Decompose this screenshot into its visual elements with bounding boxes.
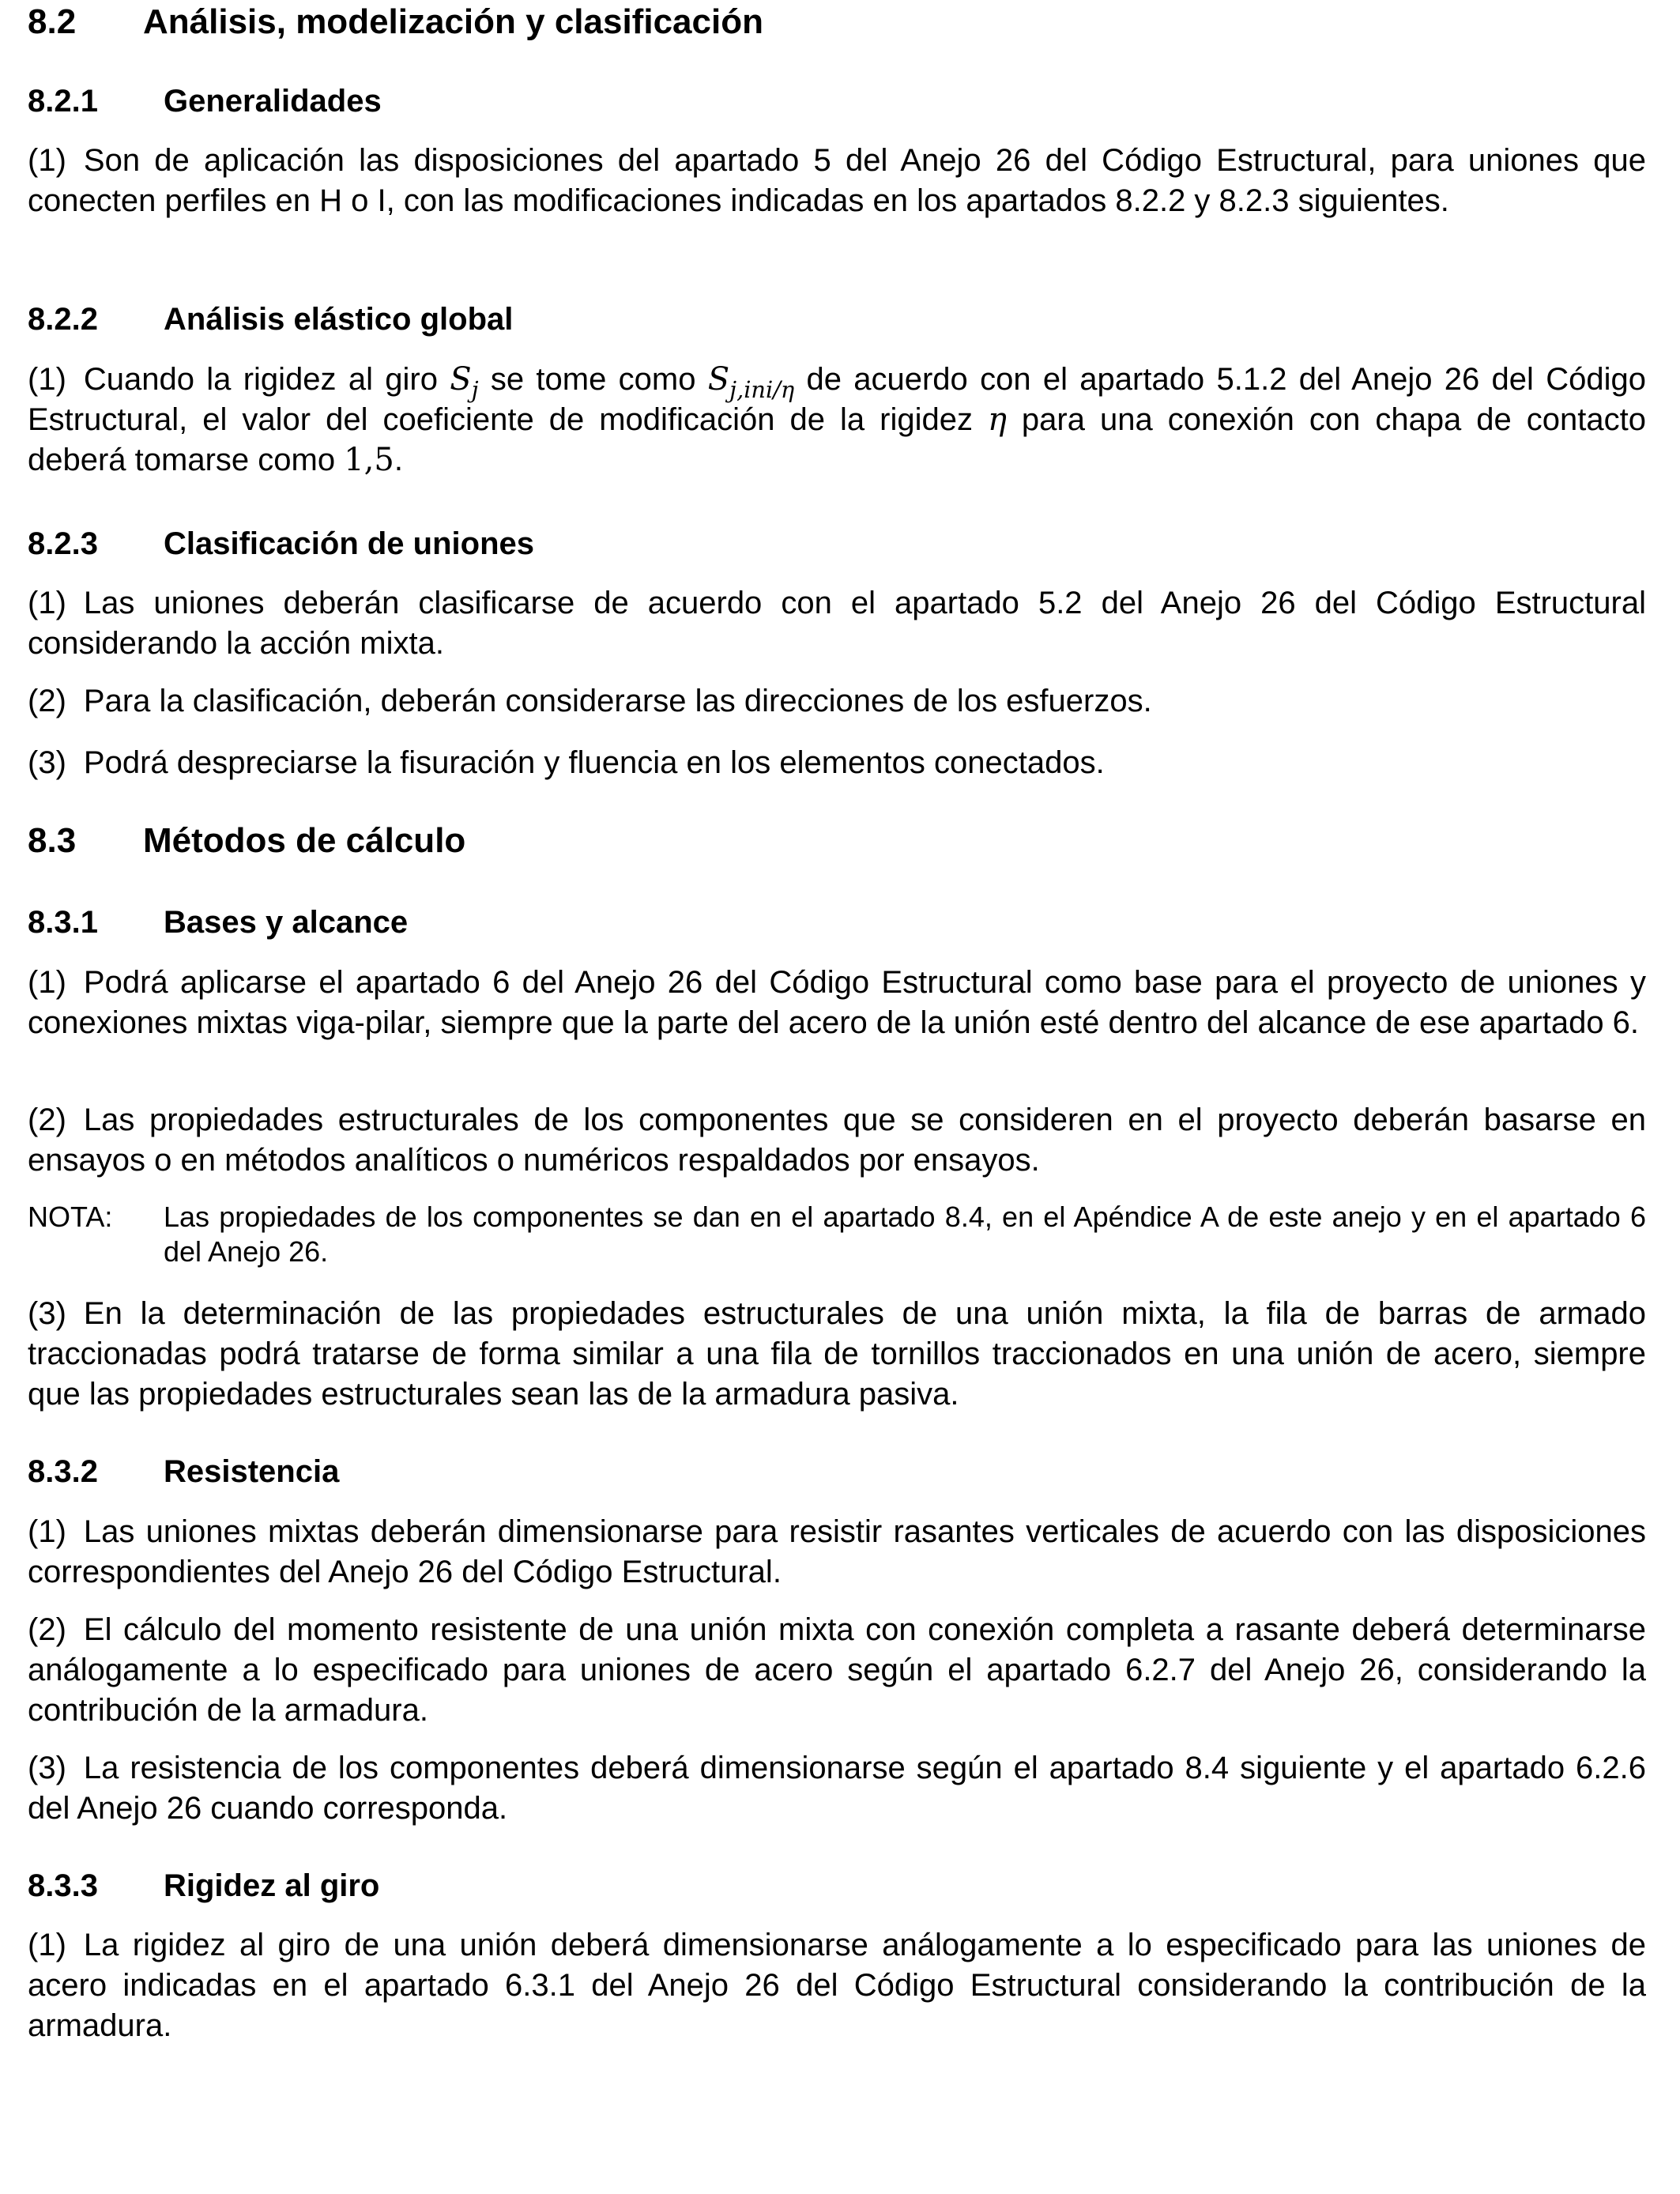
stiffness-symbol-sj: $S_j$ (450, 361, 479, 404)
paragraph-number: (2) (28, 684, 66, 718)
paragraph-text: En la determinación de las propiedades estructurales de una unión mixta, la fila de barras de armado traccionadas podrá tratarse de forma similar a una fila de tornillos traccionados en una unión de acero, siempre que las propiedades estructurales sean las de la armadura pasiva. (28, 1296, 1646, 1412)
paragraph-number: (1) (28, 143, 66, 178)
paragraph-text: Las uniones deberán clasificarse de acuerdo con el apartado 5.2 del Anejo 26 del Código Estructural considerando la acción mixta. (28, 586, 1646, 661)
section-number: 8.3 (28, 821, 77, 860)
paragraph-number: (1) (28, 362, 66, 397)
section-heading-8-3 (28, 820, 465, 861)
section-heading-8-2-1 (28, 82, 382, 120)
paragraph-8-2-3-3 (28, 743, 1646, 783)
section-title: Rigidez al giro (164, 1868, 380, 1903)
paragraph-text: La rigidez al giro de una unión deberá dimensionarse análogamente a lo especificado para las uniones de acero indicadas en el apartado 6.3.1 del Anejo 26 del Código Estructural considerando la contribución de la armadura. (28, 1928, 1646, 2043)
paragraph-text: Podrá aplicarse el apartado 6 del Anejo 26 del Código Estructural como base para el proyecto de uniones y conexiones mixtas viga-pilar, siempre que la parte del acero de la unión esté dentro del alcance de ese apartado 6. (28, 965, 1646, 1040)
paragraph-text: de acuerdo con el apartado 5.1.2 del Anejo 26 del Código Estructural, el valor del coeficiente de modificación de la rigidez (28, 362, 1646, 437)
paragraph-number: (1) (28, 586, 66, 620)
paragraph-8-3-3-1 (28, 1925, 1646, 2046)
paragraph-text: Son de aplicación las disposiciones del apartado 5 del Anejo 26 del Código Estructural, para uniones que conecten perfiles en H o I, con las modificaciones indicadas en los apartados 8.2.2 y 8.2.3 siguientes. (28, 143, 1646, 218)
eta-value: 1,5 (344, 442, 394, 478)
paragraph-8-3-2-3 (28, 1748, 1646, 1829)
section-number: 8.2 (28, 2, 77, 41)
paragraph-number: (1) (28, 1928, 66, 1962)
paragraph-8-3-1-1 (28, 963, 1646, 1043)
paragraph-text: para una conexión con chapa de contacto deberá tomarse como (28, 402, 1647, 477)
paragraph-8-2-3-1 (28, 583, 1646, 664)
paragraph-8-2-2-1 (28, 360, 1646, 481)
paragraph-text: Las propiedades estructurales de los componentes que se consideren en el proyecto deberán basarse en ensayos o en métodos analíticos o numéricos respaldados por ensayos. (28, 1103, 1646, 1178)
eta-symbol: η (987, 401, 1007, 438)
section-number: 8.2.3 (28, 526, 98, 561)
section-title: Generalidades (164, 84, 382, 119)
note-8-3-1 (28, 1200, 1646, 1269)
paragraph-text: Cuando la rigidez al giro (83, 362, 450, 397)
section-number: 8.2.1 (28, 84, 98, 119)
paragraph-8-3-1-3 (28, 1294, 1646, 1415)
section-title: Análisis elástico global (164, 302, 514, 337)
paragraph-text: La resistencia de los componentes deberá dimensionarse según el apartado 8.4 siguiente y el apartado 6.2.6 del Anejo 26 cuando corresponda. (28, 1751, 1646, 1826)
section-heading-8-2-2 (28, 300, 513, 338)
section-number: 8.3.1 (28, 905, 98, 940)
paragraph-text: Para la clasificación, deberán considerarse las direcciones de los esfuerzos. (83, 684, 1152, 718)
section-title: Análisis, modelización y clasificación (143, 2, 763, 41)
paragraph-number: (1) (28, 1514, 66, 1549)
stiffness-symbol-sj-ini: $S_{j,ini/\eta}$ (707, 361, 795, 404)
paragraph-text: se tome como (478, 362, 708, 397)
paragraph-text: Podrá despreciarse la fisuración y fluencia en los elementos conectados. (83, 745, 1105, 780)
section-heading-8-3-2 (28, 1453, 339, 1491)
section-title: Resistencia (164, 1454, 340, 1489)
section-title: Clasificación de uniones (164, 526, 535, 561)
paragraph-8-3-2-1 (28, 1512, 1646, 1593)
note-text: Las propiedades de los componentes se dan en el apartado 8.4, en el Apéndice A de este anejo y en el apartado 6 del Anejo 26. (164, 1201, 1646, 1268)
section-number: 8.3.2 (28, 1454, 98, 1489)
note-label: NOTA: (28, 1201, 113, 1233)
paragraph-8-3-1-2 (28, 1100, 1646, 1181)
paragraph-number: (2) (28, 1103, 66, 1137)
paragraph-text: Las uniones mixtas deberán dimensionarse para resistir rasantes verticales de acuerdo con las disposiciones correspondientes del Anejo 26 del Código Estructural. (28, 1514, 1646, 1589)
section-number: 8.3.3 (28, 1868, 98, 1903)
paragraph-8-2-3-2 (28, 681, 1646, 722)
paragraph-text: . (394, 443, 403, 477)
paragraph-number: (1) (28, 965, 66, 1000)
section-heading-8-3-3 (28, 1867, 379, 1905)
section-heading-8-3-1 (28, 903, 408, 941)
paragraph-text: El cálculo del momento resistente de una unión mixta con conexión completa a rasante deberá determinarse análogamente a lo especificado para uniones de acero según el apartado 6.2.7 del Anejo 26, considerando la contribución de la armadura. (28, 1612, 1646, 1728)
paragraph-number: (3) (28, 1751, 66, 1785)
section-heading-8-2-3 (28, 525, 534, 563)
section-heading-8-2 (28, 2, 763, 43)
section-title: Métodos de cálculo (143, 821, 466, 860)
paragraph-number: (3) (28, 1296, 66, 1331)
paragraph-8-3-2-2 (28, 1610, 1646, 1731)
paragraph-number: (3) (28, 745, 66, 780)
paragraph-number: (2) (28, 1612, 66, 1647)
section-number: 8.2.2 (28, 302, 98, 337)
section-title: Bases y alcance (164, 905, 409, 940)
paragraph-8-2-1-1 (28, 141, 1646, 221)
